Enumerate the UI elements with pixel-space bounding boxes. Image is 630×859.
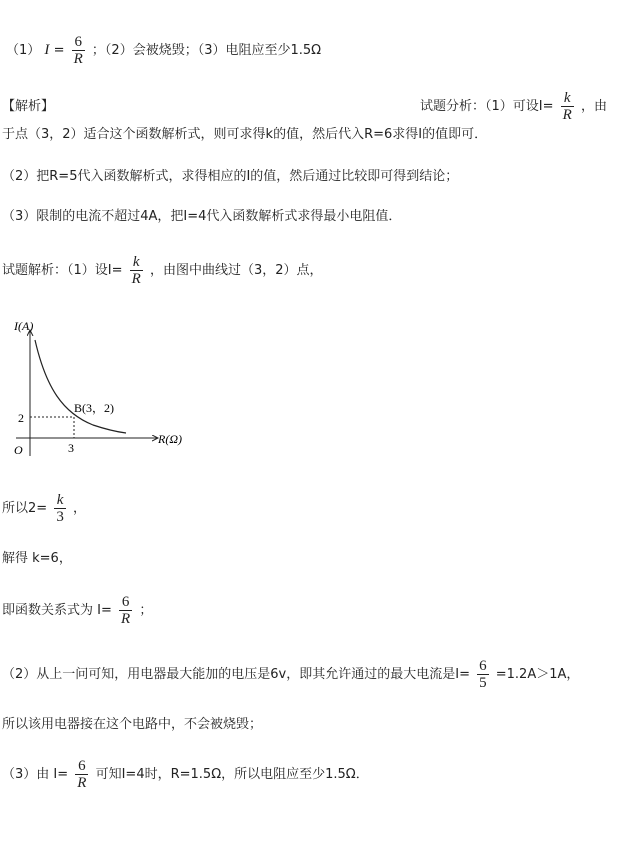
- solution-step1-den: R: [131, 271, 141, 287]
- analysis-line3: （2）把R=5代入函数解析式，求得相应的I的值，然后通过比较即可得到结论；: [2, 169, 459, 184]
- solution-step7-den: R: [77, 775, 87, 791]
- solution-step2-left: 所以2=: [2, 501, 48, 516]
- solution-step5-right: =1.2A＞1A，: [495, 667, 580, 682]
- solution-step7-right: 可知I=4时，R=1.5Ω，所以电阻应至少1.5Ω．: [95, 767, 369, 782]
- origin-label: O: [14, 443, 23, 457]
- solution-step4-fraction: [119, 594, 132, 627]
- solution-step1-right: ，由图中曲线过（3，2）点，: [149, 263, 323, 278]
- solution-step5-num: 6: [479, 658, 487, 674]
- answer-frac-num: 6: [74, 34, 82, 50]
- answer-line: [6, 34, 321, 67]
- analysis-intro-den: R: [562, 107, 572, 123]
- solution-step4: [2, 594, 152, 627]
- solution-step2-fraction: [54, 492, 66, 525]
- solution-step7-left: （3）由 I=: [2, 767, 69, 782]
- solution-step3: 解得 k=6，: [2, 551, 72, 566]
- inverse-graph: [8, 318, 198, 466]
- analysis-intro-fraction: [561, 90, 574, 123]
- answer-eq: =: [53, 43, 65, 58]
- solution-step5-left: （2）从上一问可知，用电器最大能加的电压是6v，即其允许通过的最大电流是I=: [2, 667, 470, 682]
- solution-step1-fraction: [130, 254, 143, 287]
- analysis-line2: 于点（3，2）适合这个函数解析式，则可求得k的值，然后代入R=6求得I的值即可．: [2, 127, 488, 142]
- answer-fraction: [72, 34, 85, 67]
- analysis-intro-right: ，由: [580, 99, 607, 114]
- solution-step7: [2, 758, 369, 791]
- solution-step2: [2, 492, 86, 525]
- y-tick-label: 2: [18, 411, 24, 425]
- solution-step7-fraction: [75, 758, 88, 791]
- curve: [35, 340, 126, 433]
- solution-step5: [2, 658, 579, 691]
- analysis-tag: 【解析】: [2, 99, 55, 114]
- solution-step6: 所以该用电器接在这个电路中，不会被烧毁；: [2, 717, 263, 732]
- solution-step1-left: 试题解析：（1）设I=: [2, 263, 123, 278]
- solution-step5-den: 5: [479, 675, 487, 691]
- analysis-intro: [420, 90, 607, 123]
- solution-step4-right: ；: [139, 603, 153, 618]
- answer-frac-den: R: [73, 51, 83, 67]
- answer-I: I: [44, 42, 50, 58]
- y-axis-label: I(A): [14, 319, 34, 333]
- solution-step4-left: 即函数关系式为 I=: [2, 603, 112, 618]
- analysis-intro-num: k: [563, 90, 571, 106]
- point-label: B(3，2): [74, 401, 114, 415]
- answer-part1: （1）: [6, 43, 41, 58]
- solution-step1: [2, 254, 323, 287]
- solution-step4-den: R: [121, 611, 131, 627]
- solution-step4-num: 6: [121, 594, 130, 610]
- solution-step2-right: ，: [72, 501, 86, 516]
- solution-step2-den: 3: [56, 509, 64, 525]
- solution-step5-fraction: [477, 658, 489, 691]
- x-tick-label: 3: [68, 441, 74, 455]
- solution-step2-num: k: [56, 492, 64, 508]
- analysis-line4: （3）限制的电流不超过4A，把I=4代入函数解析式求得最小电阻值．: [2, 209, 402, 224]
- analysis-intro-left: 试题分析：（1）可设I=: [420, 99, 554, 114]
- answer-part2: ；（2）会被烧毁；（3）电阻应至少1.5Ω: [91, 43, 322, 58]
- solution-step7-num: 6: [78, 758, 86, 774]
- x-axis-label: R(Ω): [158, 432, 182, 446]
- solution-step1-num: k: [132, 254, 140, 270]
